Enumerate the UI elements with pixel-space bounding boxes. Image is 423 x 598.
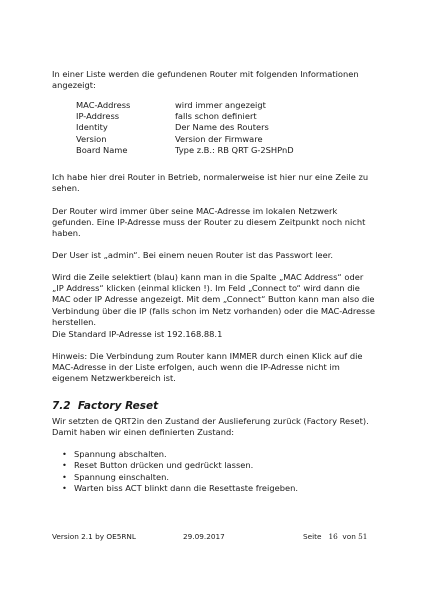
info-value: Version der Firmware (175, 133, 263, 144)
info-row-version (76, 134, 294, 145)
section-title: Factory Reset (77, 400, 159, 412)
info-row-board-name (76, 145, 294, 156)
info-value: falls schon definiert (175, 111, 257, 122)
page-number: 16 (328, 532, 338, 541)
page-of-label: von (342, 532, 356, 541)
reset-intro-paragraph: Wir setzten de QRT2in den Zustand der Auslieferung zurück (Factory Reset). Damit haben wir einen definierten Zustand: (52, 416, 369, 438)
hint-paragraph: Hinweis: Die Verbindung zum Router kann IMMER durch einen Klick auf die MAC-Adresse in der Liste erfolgen, auch wenn die IP-Adresse nicht im eigenem Netzwerkbereich ist. (52, 351, 363, 384)
list-item (62, 449, 298, 460)
page-total: 51 (358, 532, 368, 541)
list-item (62, 472, 298, 483)
selection-paragraph: Wird die Zeile selektiert (blau) kann man in die Spalte „MAC Address“ oder „IP Address“ klicken (einmal klicken !). Im Feld „Connect to“ wird dann die MAC oder IP Adresse angezeigt. Mit dem „Connect“ Button kann man also die Verbindung über die IP (falls schon im Netz vorhanden) oder die MAC-Adresse herstellen. (52, 272, 375, 327)
info-key: Version (76, 133, 107, 144)
info-value: Type z.B.: RB QRT G-2SHPnD (175, 144, 294, 155)
info-row-ip (76, 111, 294, 122)
router-count-paragraph: Ich habe hier drei Router in Betrieb, normalerweise ist hier nur eine Zeile zu sehen. (52, 172, 369, 194)
info-row-identity (76, 122, 294, 133)
bullet-icon: • (62, 460, 67, 471)
info-value: Der Name des Routers (175, 122, 269, 133)
info-key: MAC-Address (76, 100, 131, 110)
step-text: Spannung abschalten. (74, 449, 167, 459)
section-heading (52, 400, 158, 412)
info-row-mac (76, 100, 294, 111)
intro-paragraph: In einer Liste werden die gefundenen Router mit folgenden Informationen angezeigt: (52, 69, 359, 91)
footer-date: 29.09.2017 (183, 532, 225, 541)
mac-address-paragraph: Der Router wird immer über seine MAC-Adresse im lokalen Netzwerk gefunden. Eine IP-Adresse muss der Router zu diesem Zeitpunkt noch nicht haben. (52, 206, 366, 239)
info-key: Identity (76, 122, 108, 133)
bullet-icon: • (62, 449, 67, 459)
reset-steps-list (62, 449, 298, 495)
step-text: Warten biss ACT blinkt dann die Resettaste freigeben. (74, 483, 298, 494)
router-info-table (76, 100, 294, 156)
step-text: Spannung einschalten. (74, 471, 170, 482)
step-text: Reset Button drücken und gedrückt lassen. (74, 460, 254, 471)
default-ip-paragraph: Die Standard IP-Adresse ist 192.168.88.1 (52, 329, 223, 339)
info-value: wird immer angezeigt (175, 100, 266, 110)
bullet-icon: • (62, 483, 67, 494)
section-number: 7.2 (52, 400, 71, 412)
bullet-icon: • (62, 471, 67, 482)
footer-version: Version 2.1 by OE5RNL (52, 532, 136, 541)
page-label: Seite (303, 532, 322, 541)
info-key: IP-Address (76, 111, 120, 122)
list-item (62, 483, 298, 494)
list-item (62, 460, 298, 471)
user-paragraph: Der User ist „admin“. Bei einem neuen Router ist das Passwort leer. (52, 250, 334, 260)
footer-page-indicator (303, 532, 367, 541)
info-key: Board Name (76, 144, 128, 155)
